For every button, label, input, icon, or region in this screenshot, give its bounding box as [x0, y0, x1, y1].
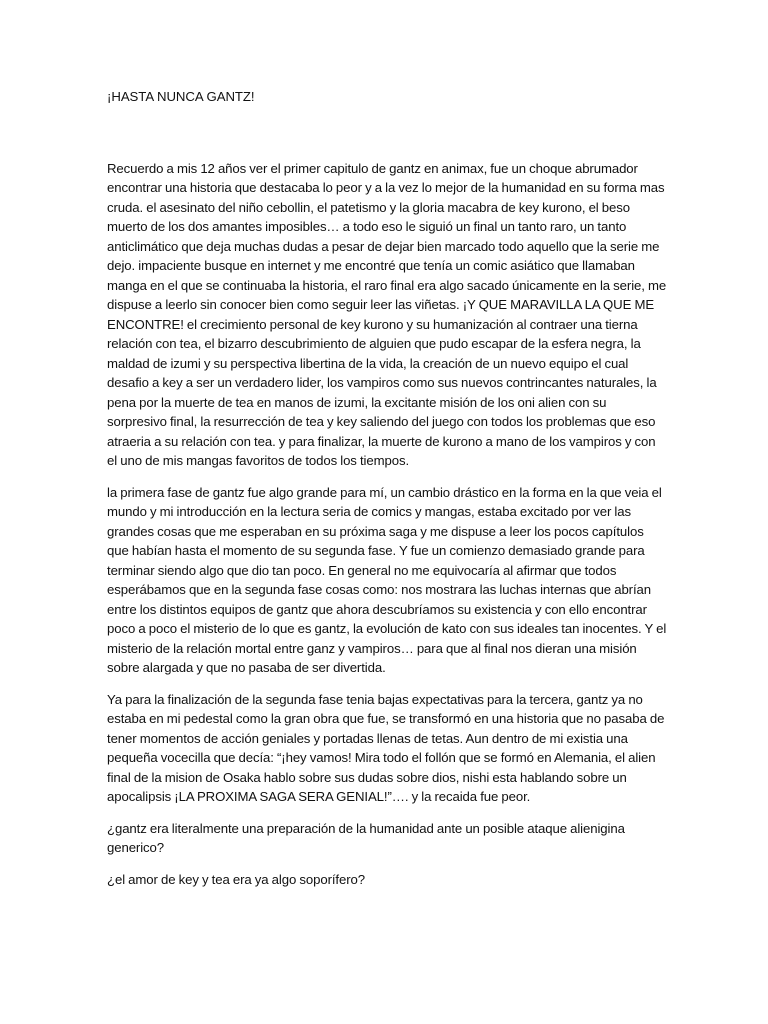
document-page — [107, 87, 667, 901]
paragraph-2: la primera fase de gantz fue algo grande para mí, un cambio drástico en la forma en la que veia el mundo y mi introducción en la lectura seria de comics y mangas, estaba excitado por ver las grandes cosas que me esperaban en su próxima saga y me dispuse a leer los pocos capítulos que habían hasta el momento de su segunda fase. Y fue un comienzo demasiado grande para terminar siendo algo que dio tan poco. En general no me equivocaría al afirmar que todos esperábamos que en la segunda fase cosas como: nos mostrara las luchas internas que abrían entre los distintos equipos de gantz que ahora descubríamos su existencia y con ello encontrar poco a poco el misterio de lo que es gantz, la evolución de kato con sus ideales tan inocentes. Y el misterio de la relación mortal entre ganz y vampiros… para que al final nos dieran una misión sobre alargada y que no pasaba de ser divertida. — [107, 484, 667, 675]
paragraph-5: ¿el amor de key y tea era ya algo soporífero? — [107, 871, 365, 887]
paragraph-1: Recuerdo a mis 12 años ver el primer capitulo de gantz en animax, fue un choque abrumador encontrar una historia que destacaba lo peor y a la vez lo mejor de la humanidad en su forma mas cruda. el asesinato del niño cebollin, el patetismo y la gloria macabra de key kurono, el beso muerto de los dos amantes imposibles… a todo eso le siguió un final un tanto raro, un tanto anticlimático que deja muchas dudas a pesar de dejar bien marcado todo aquello que la serie me dejo. impaciente busque en internet y me encontré que tenía un comic asiático que llamaban manga en el que se continuaba la historia, el raro final era algo sacado únicamente en la serie, me dispuse a leerlo sin conocer bien como seguir leer las viñetas. ¡Y QUE MARAVILLA LA QUE ME ENCONTRE! el crecimiento personal de key kurono y su humanización al contraer una tierna relación con tea, el bizarro descubrimiento de alguien que pudo escapar de la esfera negra, la maldad de izumi y su perspectiva libertina de la vida, la creación de un nuevo equipo el cual desafio a key a ser un verdadero lider, los vampiros como sus nuevos contrincantes naturales, la pena por la muerte de tea en manos de izumi, la excitante misión de los oni alien con su sorpresivo final, la resurrección de tea y key saliendo del juego con todos los problemas que eso atraeria a su relación con tea. y para finalizar, la muerte de kurono a mano de los vampiros y con el uno de mis mangas favoritos de todos los tiempos. — [107, 160, 667, 468]
paragraph-4: ¿gantz era literalmente una preparación de la humanidad ante un posible ataque alienigina generico? — [107, 820, 625, 855]
paragraph-3: Ya para la finalización de la segunda fase tenia bajas expectativas para la tercera, gantz ya no estaba en mi pedestal como la gran obra que fue, se transformó en una historia que no pasaba de tener momentos de acción geniales y portadas llenas de tetas. Aun dentro de mi existia una pequeña vocecilla que decía: “¡hey vamos! Mira todo el follón que se formó en Alemania, el alien final de la mision de Osaka hablo sobre sus dudas sobre dios, nishi esta hablando sobre un apocalipsis ¡LA PROXIMA SAGA SERA GENIAL!”…. y la recaida fue peor. — [107, 691, 665, 804]
document-title: ¡HASTA NUNCA GANTZ! — [107, 89, 255, 104]
